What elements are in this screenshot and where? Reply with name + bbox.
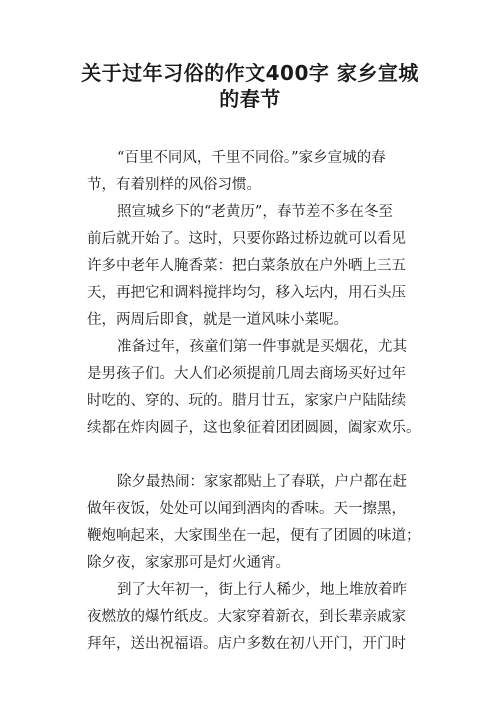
paragraph-line: 夜燃放的爆竹纸皮。大家穿着新衣，到长辈亲戚家 (87, 609, 406, 625)
paragraph-line: 做年夜饭，处处可以闻到酒肉的香味。天一擦黑， (87, 501, 406, 517)
paragraph-line: 鞭炮响起来，大家围坐在一起，便有了团圆的味道； (87, 528, 421, 544)
paragraph-line: 前后就开始了。这时，只要你路过桥边就可以看见 (87, 231, 406, 247)
paragraph-line: 许多中老年人腌香菜：把白菜条放在户外晒上三五 (87, 258, 406, 274)
paragraph-line: 准备过年，孩童们第一件事就是买烟花，尤其 (117, 339, 407, 355)
paragraph-line: 天，再把它和调料搅拌均匀，移入坛内，用石头压 (87, 285, 406, 301)
paragraph (87, 577, 427, 658)
paragraph (87, 199, 427, 334)
paragraph-gap (87, 442, 427, 469)
paragraph-line: 照宣城乡下的“老黄历”，春节差不多在冬至 (117, 204, 393, 220)
paragraph-line: 除夕最热闹：家家都贴上了春联，户户都在赶 (117, 474, 407, 490)
paragraph (87, 145, 427, 199)
paragraph (87, 469, 427, 577)
paragraph-line: 节，有着别样的风俗习惯。 (87, 177, 261, 193)
paragraph (87, 334, 427, 442)
paragraph-line: 拜年，送出祝福语。店户多数在初八开门，开门时 (87, 636, 406, 652)
paragraph-line: “百里不同风，千里不同俗。”家乡宣城的春 (117, 150, 386, 166)
paragraph-line: 到了大年初一，街上行人稀少，地上堆放着昨 (117, 582, 407, 598)
document-title (40, 60, 460, 112)
paragraph-line: 住，两周后即食，就是一道风味小菜呢。 (87, 312, 348, 328)
title-line: 关于过年习俗的作文400字 家乡宣城 (81, 61, 419, 85)
paragraph-line: 续都在炸肉圆子，这也象征着团团圆圆，阖家欢乐。 (87, 420, 421, 436)
title-line: 的春节 (219, 87, 281, 111)
paragraph-line: 时吃的、穿的、玩的。腊月廿五，家家户户陆陆续 (87, 393, 406, 409)
paragraph-line: 是男孩子们。大人们必须提前几周去商场买好过年 (87, 366, 406, 382)
paragraph-line: 除夕夜，家家那可是灯火通宵。 (87, 555, 290, 571)
document-body (87, 145, 427, 658)
